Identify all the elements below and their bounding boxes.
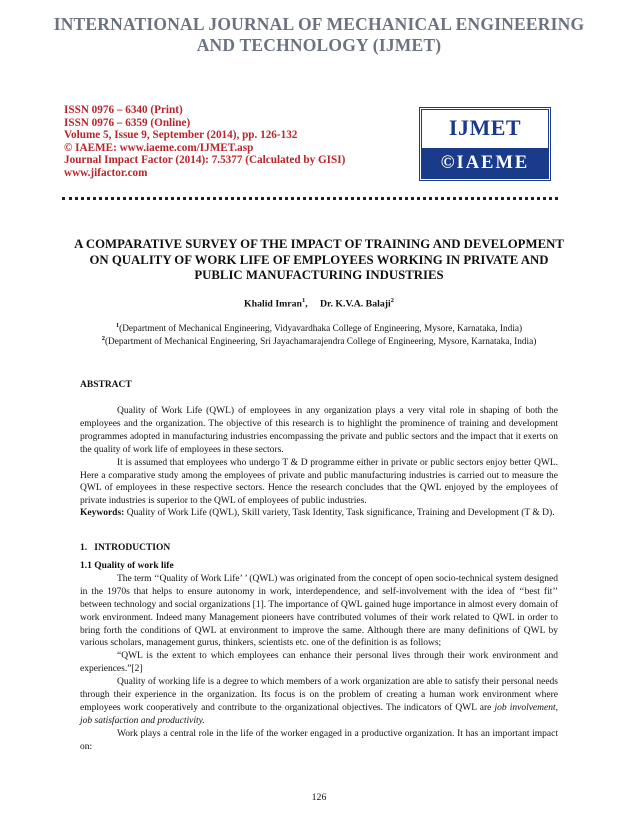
issn-print: ISSN 0976 – 6340 (Print) — [64, 104, 183, 116]
intro-paragraph-2: “QWL is the extent to which employees can enhance their personal lives through their work environment and experiences.”[2] — [80, 651, 558, 675]
issn-online: ISSN 0976 – 6359 (Online) — [64, 116, 191, 129]
abstract-heading-block — [80, 379, 558, 392]
paper-title: A COMPARATIVE SURVEY OF THE IMPACT OF TRAINING AND DEVELOPMENT ON QUALITY OF WORK LIFE OF EMPLOYEES WORKING IN PRIVATE AND PUBLIC MANUFACTURING INDUSTRIES — [74, 237, 564, 282]
iaeme-link[interactable]: © IAEME: www.iaeme.com/IJMET.asp — [64, 141, 254, 154]
journal-title-line2: AND TECHNOLOGY (IJMET) — [196, 35, 442, 55]
abstract-heading: ABSTRACT — [80, 380, 132, 390]
affiliation-2-sup: 2 — [101, 335, 105, 342]
authors — [40, 297, 598, 309]
logo-iaeme-text: ©IAEME — [422, 148, 548, 178]
author-2: Dr. K.V.A. Balaji — [319, 298, 391, 310]
logo-ijmet-text: IJMET — [448, 115, 522, 140]
affiliation-1-text: (Department of Mechanical Engineering, Vidyavardhaka College of Engineering, Mysore, Karnataka, India) — [119, 324, 523, 335]
journal-title-line1: INTERNATIONAL JOURNAL OF MECHANICAL ENGINEERING — [53, 14, 585, 34]
intro-paragraph-3-text: Quality of working life is a degree to which members of a work organization are able to satisfy their personal needs through their experience in the organization. Its focus is on the problem of creating a human work environment where employees work cooperatively and contribute to the organizational objectives. The indicators of QWL are — [80, 677, 558, 713]
intro-heading-block — [80, 542, 558, 555]
affiliation-2-text: (Department of Mechanical Engineering, Sri Jayachamarajendra College of Engineering, Mysore, Karnataka, India) — [104, 337, 537, 348]
keywords-text: Quality of Work Life (QWL), Skill variety, Task Identity, Task significance, Training and Development (T & D). — [126, 508, 555, 518]
keywords-label: Keywords: — [80, 508, 125, 518]
intro-paragraph-3 — [80, 676, 558, 728]
author-1: Khalid Imran — [244, 298, 302, 310]
author-2-sup: 2 — [390, 297, 394, 304]
jifactor-link[interactable]: www.jifactor.com — [64, 166, 148, 179]
intro-paragraph-1: The term ‘‘Quality of Work Life’ ’ (QWL) was originated from the concept of open socio-technical system designed in the 1970s that helps to ensure autonomy in work, interdependence, and self-involvement with the idea of ‘‘best fit’’ between technology and social organizations [1]. The importance of QWL gained huge importance in almost every domain of work environment. Indeed many Management pioneers have contributed volumes of their work related to QWL in order to bring forth the conditions of QWL at environment to improve the same. Although there are many definitions of QWL by various scholars, management gurus, thinkers, scientists etc. one of the definition is as follows; — [80, 573, 558, 649]
author-separator: , — [305, 298, 308, 310]
intro-heading: 1. INTRODUCTION — [80, 543, 171, 553]
keywords-block — [80, 507, 558, 520]
intro-subheading: 1.1 Quality of work life — [80, 561, 174, 571]
abstract-paragraph-2: It is assumed that employees who undergo T & D programme either in private or public sectors enjoy better QWL. Here a comparative study among the employees of private and public manufacturing industries is carried out to measure the QWL of employees in these respective sectors. Hence the research concludes that the QWL enjoyed by the employees of private industries is superior to the QWL of employees of public industries. — [80, 457, 558, 507]
keywords-paragraph — [80, 507, 558, 520]
intro-body — [80, 560, 558, 754]
abstract-paragraph-1: Quality of Work Life (QWL) of employees in any organization plays a very vital role in shaping of both the employees and the organization. The objective of this research is to highlight the prominence of training and development programmes adopted in manufacturing industries encompassing the private and public sectors and the impact that it exerts on the quality of work life of employees in these sectors. — [80, 406, 558, 455]
intro-paragraph-4: Work plays a central role in the life of the worker engaged in a productive organization. It has an important impact on: — [80, 728, 558, 752]
affiliation-1 — [14, 322, 624, 334]
abstract-body — [80, 405, 558, 508]
ijmet-logo — [419, 107, 551, 181]
dotted-divider — [62, 197, 558, 200]
journal-title — [40, 14, 598, 56]
page-number: 126 — [311, 792, 327, 803]
intro-paragraph-3-italic: job involvement, job satisfaction and productivity. — [80, 702, 558, 726]
volume-info: Volume 5, Issue 9, September (2014), pp. 126-132 — [64, 129, 298, 142]
affiliation-2 — [14, 335, 624, 347]
author-1-sup: 1 — [302, 297, 306, 304]
affiliation-1-sup: 1 — [115, 322, 120, 329]
impact-factor: Journal Impact Factor (2014): 7.5377 (Calculated by GISI) — [64, 154, 346, 167]
journal-meta — [64, 104, 404, 180]
